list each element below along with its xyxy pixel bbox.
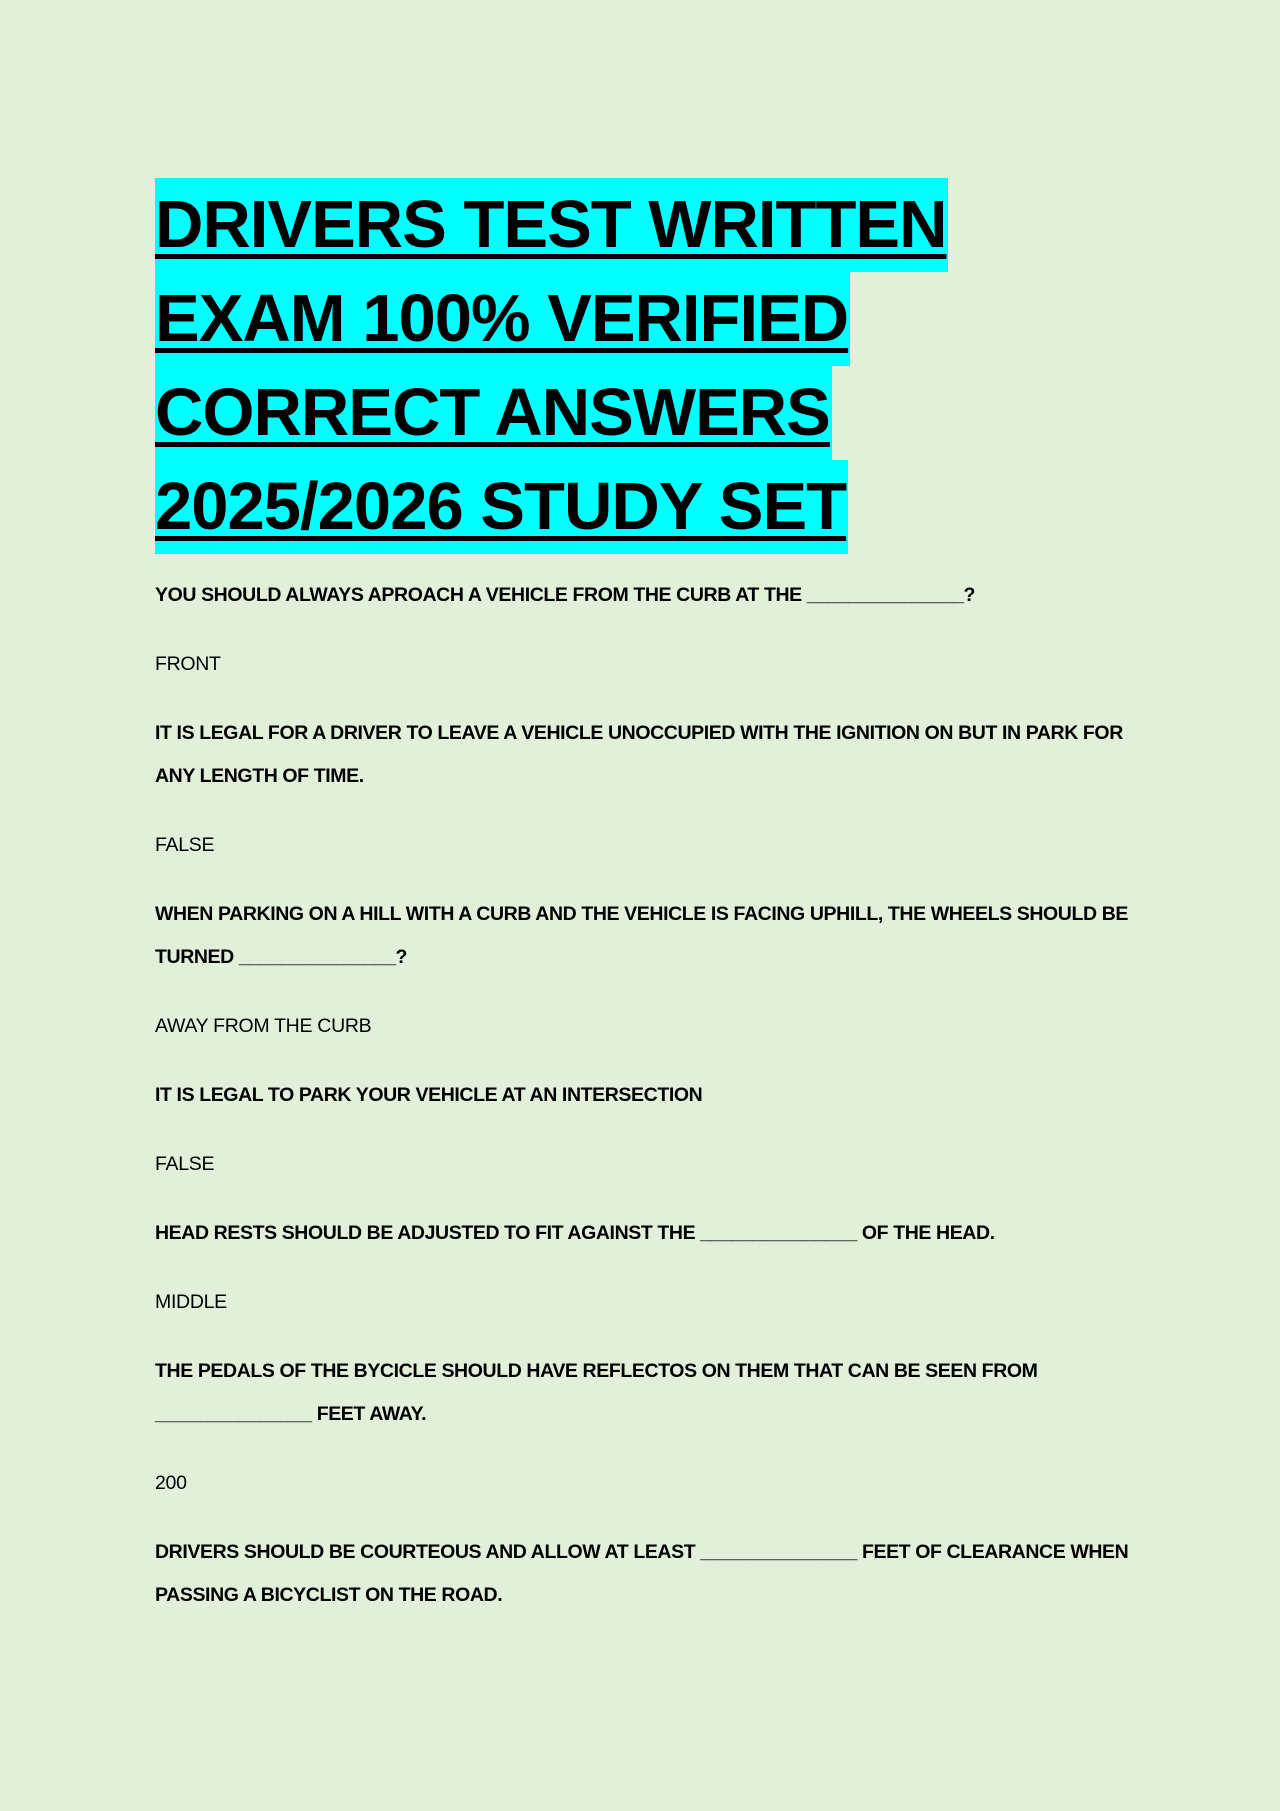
question-6: THE PEDALS OF THE BYCICLE SHOULD HAVE REFLECTOS ON THEM THAT CAN BE SEEN FROM _______________ FEET AWAY. bbox=[155, 1360, 1038, 1425]
title-line-4: 2025/2026 STUDY SET bbox=[155, 460, 848, 554]
answer-5: MIDDLE bbox=[155, 1291, 227, 1313]
answer-2: FALSE bbox=[155, 834, 215, 856]
answer-4: FALSE bbox=[155, 1153, 215, 1175]
title-line-2: EXAM 100% VERIFIED bbox=[155, 272, 850, 366]
question-5: HEAD RESTS SHOULD BE ADJUSTED TO FIT AGAINST THE _______________ OF THE HEAD. bbox=[155, 1222, 995, 1244]
title-line-3: CORRECT ANSWERS bbox=[155, 366, 832, 460]
question-3: WHEN PARKING ON A HILL WITH A CURB AND THE VEHICLE IS FACING UPHILL, THE WHEELS SHOULD BE TURNED _______________? bbox=[155, 903, 1128, 968]
answer-1: FRONT bbox=[155, 653, 221, 675]
question-7: DRIVERS SHOULD BE COURTEOUS AND ALLOW AT LEAST _______________ FEET OF CLEARANCE WHEN PASSING A BICYCLIST ON THE ROAD. bbox=[155, 1541, 1129, 1606]
question-4: IT IS LEGAL TO PARK YOUR VEHICLE AT AN INTERSECTION bbox=[155, 1084, 703, 1106]
answer-3: AWAY FROM THE CURB bbox=[155, 1015, 372, 1037]
question-1: YOU SHOULD ALWAYS APROACH A VEHICLE FROM THE CURB AT THE _______________? bbox=[155, 584, 975, 606]
title-line-1: DRIVERS TEST WRITTEN bbox=[155, 178, 948, 272]
answer-6: 200 bbox=[155, 1472, 187, 1494]
question-2: IT IS LEGAL FOR A DRIVER TO LEAVE A VEHICLE UNOCCUPIED WITH THE IGNITION ON BUT IN PARK FOR ANY LENGTH OF TIME. bbox=[155, 722, 1123, 787]
document-page bbox=[155, 178, 1135, 1643]
question-answer-list bbox=[155, 574, 1135, 1617]
document-title bbox=[155, 178, 1135, 554]
